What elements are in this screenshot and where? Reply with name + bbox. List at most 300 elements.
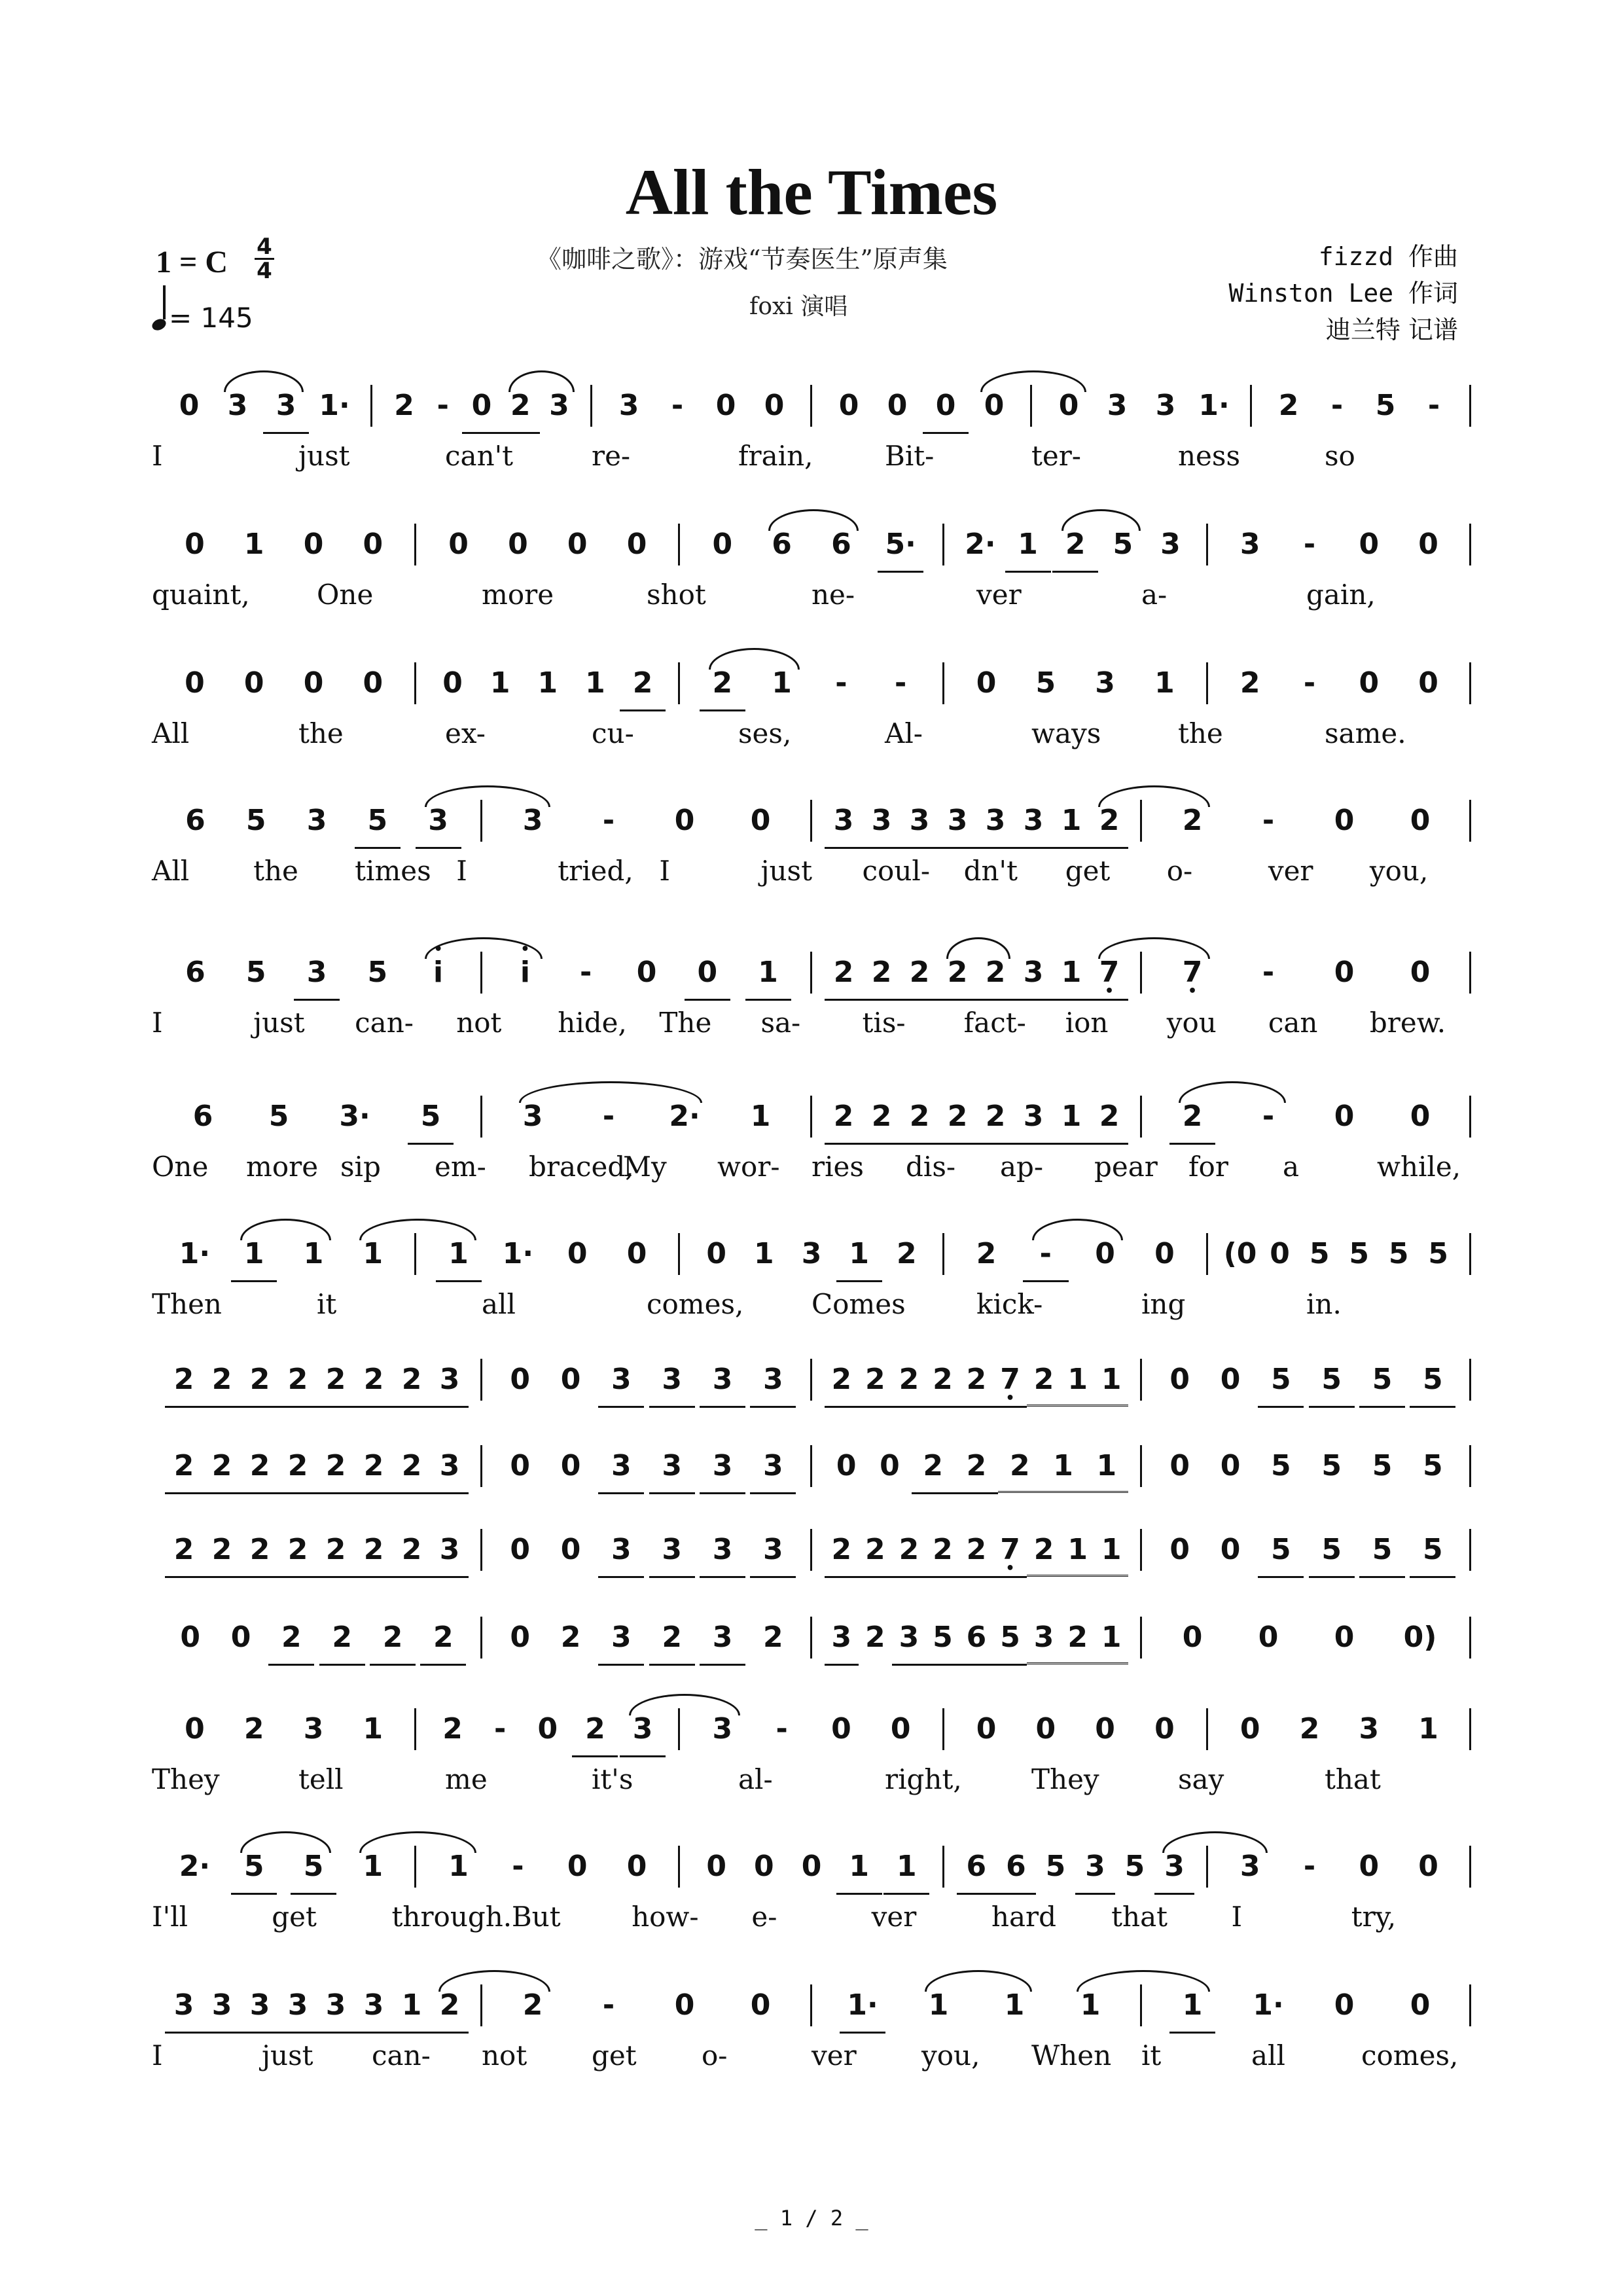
lyric-syllable: ver: [1268, 855, 1313, 887]
slur-mark: [519, 1081, 702, 1103]
note-token: 6: [831, 528, 851, 561]
lyric-syllable: sa-: [760, 1007, 801, 1039]
lyric-syllable: I: [456, 855, 467, 887]
lyric-syllable: ways: [1031, 717, 1101, 749]
note-token: -: [776, 1712, 788, 1746]
lyric-syllable: get: [592, 2039, 637, 2072]
bar-line: [1140, 1359, 1142, 1401]
note-token: 7 •: [993, 1524, 1027, 1578]
lyric-syllable: me: [445, 1763, 488, 1795]
page-number: _ 1 / 2 _: [755, 2206, 868, 2231]
note-token: 5: [1113, 528, 1133, 561]
note-token: 0: [712, 528, 733, 561]
lyric-syllable: gain,: [1306, 579, 1376, 611]
note-token: 0: [801, 1850, 822, 1883]
lyric-syllable: ter-: [1031, 440, 1082, 472]
note-token: 5: [1271, 1449, 1291, 1482]
note-token: 0: [636, 956, 657, 989]
lyric-syllable: it: [1141, 2039, 1162, 2072]
note-token: 3: [303, 1712, 324, 1746]
lyric-syllable: for: [1188, 1151, 1228, 1183]
note-token: 2: [1027, 1524, 1061, 1577]
lyric-syllable: more: [482, 579, 554, 611]
note-token: 1: [231, 1228, 277, 1282]
note-token: 0: [560, 1363, 581, 1396]
note-token: 0: [1169, 1363, 1190, 1396]
note-token: 2: [1027, 1354, 1061, 1407]
note-token: 2: [317, 1354, 355, 1408]
lyric-syllable: All: [152, 717, 190, 749]
lyrics-line: [152, 1763, 1471, 1800]
lyrics-line: [152, 855, 1471, 891]
lyric-syllable: tell: [298, 1763, 344, 1795]
bar-line: [810, 1096, 812, 1138]
bar-line: [480, 1617, 482, 1659]
lyric-syllable: I'll: [152, 1901, 188, 1933]
slur-mark: [359, 1831, 476, 1853]
note-token: 5: [993, 1611, 1027, 1666]
lyrics-line: [152, 1007, 1471, 1043]
note-token: 0: [626, 528, 647, 561]
bar-line: [414, 662, 416, 704]
note-token: 0: [1334, 804, 1355, 837]
note-token: 0: [1334, 1100, 1355, 1133]
note-token: 3: [1027, 1611, 1061, 1664]
score-row: [152, 946, 1471, 1045]
note-token: 0: [1334, 1988, 1355, 2022]
note-token: 3: [1014, 1090, 1052, 1145]
note-token: 0: [836, 1449, 857, 1482]
lyrics-line: [152, 717, 1471, 754]
note-token: 1: [585, 666, 605, 700]
note-token: 1: [448, 1850, 469, 1883]
bar-line: [942, 662, 944, 704]
lyric-syllable: They: [152, 1763, 220, 1795]
note-token: 1·: [840, 1979, 885, 2034]
bar-line: [1469, 1846, 1471, 1888]
lyric-syllable: They: [1031, 1763, 1099, 1795]
lyric-syllable: that: [1325, 1763, 1381, 1795]
note-token: 2: [926, 1354, 960, 1408]
lyric-syllable: e-: [751, 1901, 777, 1933]
note-token: 2: [560, 1621, 581, 1654]
note-token: 3: [227, 389, 248, 422]
note-token: 1: [772, 666, 792, 700]
note-token: 7 •: [1169, 946, 1215, 999]
singer-credit: foxi 演唱: [749, 293, 848, 320]
lyric-syllable: right,: [885, 1763, 962, 1795]
note-token: 2: [959, 1524, 993, 1578]
slur-mark: [224, 370, 304, 392]
note-token: 3: [649, 1354, 695, 1408]
note-token: 3: [1107, 389, 1128, 422]
bar-line: [1469, 1617, 1471, 1659]
lyric-syllable: I: [1231, 1901, 1243, 1933]
lyric-syllable: ver: [871, 1901, 917, 1933]
note-token: 0: [1270, 1237, 1290, 1270]
lyric-syllable: you,: [921, 2039, 980, 2072]
note-token: 1: [1005, 518, 1051, 573]
lyrics-line: [152, 2039, 1471, 2076]
note-stem: [163, 285, 166, 319]
note-token: -: [494, 1712, 507, 1746]
note-token: 2: [393, 1354, 431, 1408]
note-token: 2: [1090, 1090, 1128, 1145]
score-row: [152, 1703, 1471, 1801]
note-token: 3: [700, 1611, 745, 1666]
note-token: 3: [1014, 795, 1052, 849]
note-token: 3: [522, 1100, 543, 1133]
lyric-syllable: dn't: [963, 855, 1018, 887]
note-token: 1: [1061, 1524, 1095, 1577]
note-token: 2: [355, 1354, 393, 1408]
note-token: 3: [355, 1979, 393, 2034]
lyric-syllable: it: [317, 1288, 337, 1320]
score-row: [152, 1611, 1471, 1710]
note-token: 2: [203, 1524, 241, 1578]
note-token: 2: [825, 1090, 863, 1145]
bar-line: [942, 524, 944, 565]
lyric-syllable: The: [659, 1007, 712, 1039]
lyric-syllable: just: [253, 1007, 305, 1039]
score-row: [152, 1524, 1471, 1622]
note-token: 0: [831, 1712, 851, 1746]
note-token: 0: [510, 1363, 530, 1396]
note-token: 2: [938, 946, 976, 1001]
note-token: 5: [1309, 1237, 1330, 1270]
note-token: 2: [763, 1621, 783, 1654]
note-token: 3: [522, 804, 543, 837]
lyric-syllable: re-: [592, 440, 631, 472]
bar-line: [1250, 385, 1252, 427]
slur-mark: [980, 370, 1086, 392]
note-token: 2: [912, 1440, 955, 1494]
note-token: -: [512, 1850, 524, 1883]
bar-line: [480, 1359, 482, 1401]
note-token: 3: [750, 1524, 796, 1578]
slur-mark: [1098, 785, 1210, 807]
lyric-syllable: more: [246, 1151, 319, 1183]
album-subtitle: 《咖啡之歌》：游戏“节奏医生”原声集: [537, 245, 948, 274]
notation-line: [152, 946, 1471, 1005]
notation-line: [152, 795, 1471, 853]
note-token: 2: [649, 1611, 695, 1666]
note-token: (0: [1223, 1237, 1257, 1270]
bar-line: [810, 1359, 812, 1401]
note-token: 2: [1061, 1611, 1095, 1664]
lyric-syllable: the: [1178, 717, 1223, 749]
note-token: -: [437, 389, 449, 422]
bar-line: [942, 1233, 944, 1275]
note-token: 3: [712, 1712, 733, 1746]
note-token: 1: [436, 1228, 482, 1282]
note-token: 3: [825, 1611, 859, 1666]
note-token: 2: [892, 1354, 926, 1408]
note-token: 3: [416, 795, 461, 849]
lyric-syllable: all: [1251, 2039, 1285, 2072]
bar-line: [1140, 1445, 1142, 1487]
note-token: 0: [1418, 1850, 1438, 1883]
lyric-syllable: same.: [1325, 717, 1406, 749]
note-token: 5: [231, 1840, 277, 1895]
note-token: 3: [317, 1979, 355, 2034]
note-token: 2: [1182, 804, 1203, 837]
note-token: 2: [279, 1354, 317, 1408]
note-token: 0: [626, 1237, 647, 1270]
note-token: 0: [1334, 1621, 1355, 1654]
note-token: 3: [598, 1524, 644, 1578]
note-token: 3: [1240, 1850, 1260, 1883]
note-token: 1: [1080, 1988, 1101, 2022]
note-token: 2: [203, 1440, 241, 1494]
note-token: 0: [230, 1621, 251, 1654]
bar-line: [1206, 1708, 1208, 1750]
note-token: 6: [959, 1611, 993, 1666]
note-token: 2: [938, 1090, 976, 1145]
note-token: 1: [750, 1100, 771, 1133]
note-token: 0: [1220, 1363, 1241, 1396]
note-token: 5: [245, 956, 266, 989]
note-token: 5: [1428, 1237, 1449, 1270]
lyric-syllable: wor-: [717, 1151, 780, 1183]
note-token: 2·: [179, 1850, 211, 1883]
note-token: 0: [984, 389, 1005, 422]
notation-line: [152, 1524, 1471, 1583]
note-token: 5: [1124, 1850, 1145, 1883]
bar-line: [480, 1096, 482, 1138]
note-token: 3: [1240, 528, 1260, 561]
bar-line: [1469, 1984, 1471, 2026]
note-token: 1·: [319, 389, 350, 422]
note-token: 2: [165, 1440, 203, 1494]
note-token: 3: [1075, 1840, 1115, 1895]
note-token: 0: [567, 528, 588, 561]
note-token: 0: [537, 1712, 558, 1746]
note-token: 0: [179, 389, 200, 422]
note-token: 0: [363, 666, 383, 700]
note-token: 5: [1035, 666, 1056, 700]
lyric-syllable: dis-: [906, 1151, 956, 1183]
note-token: 2: [1278, 389, 1299, 422]
lyric-syllable: just: [298, 440, 350, 472]
bar-line: [678, 662, 680, 704]
lyric-syllable: sip: [340, 1151, 381, 1183]
note-token: 5: [1410, 1354, 1455, 1408]
lyric-syllable: get: [1065, 855, 1111, 887]
bar-line: [480, 1529, 482, 1571]
lyric-syllable: just: [760, 855, 812, 887]
note-token: 1: [1052, 946, 1090, 1001]
note-token: 2: [355, 1524, 393, 1578]
note-token: 3: [1154, 1840, 1194, 1895]
slur-mark: [1061, 509, 1141, 531]
note-token: -: [1330, 389, 1344, 422]
bar-line: [1206, 1233, 1208, 1275]
bar-line: [1469, 1233, 1471, 1275]
lyric-syllable: ness: [1178, 440, 1241, 472]
note-token: 3: [1160, 528, 1181, 561]
lyric-syllable: how-: [632, 1901, 699, 1933]
note-token: 0: [185, 1712, 205, 1746]
note-token: -: [602, 1100, 615, 1133]
note-token: 2: [355, 1440, 393, 1494]
bar-line: [1206, 524, 1208, 565]
note-token: 0: [674, 1988, 695, 2022]
lyric-syllable: frain,: [738, 440, 813, 472]
note-token: 3: [165, 1979, 203, 2034]
note-token: 2: [1169, 1090, 1215, 1145]
note-token: 3: [598, 1440, 644, 1494]
note-token: 1: [754, 1237, 774, 1270]
lyric-syllable: I: [152, 440, 163, 472]
note-token: 0: [754, 1850, 774, 1883]
note-token: 1: [1094, 1611, 1128, 1664]
note-token: 2·: [965, 528, 996, 561]
note-token: 0: [706, 1850, 727, 1883]
note-token: 2: [863, 946, 901, 1001]
time-signature: [253, 236, 276, 282]
note-token: 1: [745, 946, 791, 1001]
slur-mark: [240, 1831, 331, 1853]
note-token: -: [1262, 804, 1275, 837]
note-token: 0: [1240, 1712, 1260, 1746]
note-token: 5: [1045, 1850, 1066, 1883]
note-token: 2: [203, 1354, 241, 1408]
note-token: 0: [1410, 1100, 1431, 1133]
lyrics-line: [152, 440, 1471, 476]
note-token: 2: [241, 1524, 279, 1578]
note-token: 6: [772, 528, 792, 561]
lyric-syllable: a-: [1141, 579, 1168, 611]
note-token: 0: [510, 1621, 530, 1654]
note-token: -: [1303, 666, 1316, 700]
note-token: 5: [1372, 1449, 1393, 1482]
lyric-syllable: fact-: [963, 1007, 1026, 1039]
note-token: 1: [363, 1850, 383, 1883]
score-row: [152, 1228, 1471, 1326]
note-token: 1: [1085, 1440, 1128, 1493]
bar-line: [678, 1846, 680, 1888]
slur-mark: [359, 1219, 476, 1240]
note-token: 0: [715, 389, 736, 422]
note-token: 2: [241, 1354, 279, 1408]
note-token: 1: [1041, 1440, 1084, 1493]
bar-line: [1206, 662, 1208, 704]
notation-line: [152, 1840, 1471, 1899]
note-token: 0: [1035, 1712, 1056, 1746]
note-token: 1: [363, 1712, 383, 1746]
note-token: -: [1262, 1100, 1275, 1133]
note-token: 1·: [502, 1237, 534, 1270]
note-token: 0: [510, 1533, 530, 1566]
note-token: 0: [303, 666, 324, 700]
lyric-syllable: not: [482, 2039, 527, 2072]
lyric-syllable: When: [1031, 2039, 1112, 2072]
lyric-syllable: while,: [1377, 1151, 1461, 1183]
bar-line: [590, 385, 592, 427]
note-token: 1: [363, 1237, 383, 1270]
lyric-syllable: ver: [812, 2039, 857, 2072]
note-token: 3: [241, 1979, 279, 2034]
note-token: 0: [626, 1850, 647, 1883]
note-token: 0: [560, 1449, 581, 1482]
note-token: 2: [892, 1524, 926, 1578]
lyric-syllable: One: [317, 579, 374, 611]
bar-line: [370, 385, 372, 427]
note-token: 2: [825, 1524, 859, 1578]
lyric-syllable: can: [1268, 1007, 1318, 1039]
bar-line: [480, 1445, 482, 1487]
lyric-syllable: say: [1178, 1763, 1224, 1795]
note-token: 3: [279, 1979, 317, 2034]
note-token: 0: [510, 1449, 530, 1482]
lyric-syllable: All: [152, 855, 190, 887]
lyric-syllable: hard: [991, 1901, 1056, 1933]
note-token: 3: [306, 804, 327, 837]
lyric-syllable: get: [272, 1901, 317, 1933]
lyric-syllable: you: [1166, 1007, 1217, 1039]
note-token: 3·: [339, 1100, 370, 1133]
note-token: 3: [431, 1524, 469, 1578]
note-token: 3: [892, 1611, 926, 1666]
note-token: 1: [1052, 795, 1090, 849]
lyric-syllable: you,: [1369, 855, 1429, 887]
lyric-syllable: shot: [647, 579, 706, 611]
note-token: 5: [1321, 1449, 1342, 1482]
note-token: 0: [1359, 1850, 1380, 1883]
score-row: [152, 657, 1471, 755]
lyric-syllable: cu-: [592, 717, 634, 749]
slur-mark: [425, 785, 550, 807]
score-row: [152, 1979, 1471, 2077]
note-token: 2: [1090, 795, 1128, 849]
credits: [1228, 238, 1458, 348]
note-token: 2: [393, 1440, 431, 1494]
notation-line: [152, 1354, 1471, 1412]
note-token: 1: [1154, 666, 1175, 700]
lyric-syllable: just: [262, 2039, 313, 2072]
lyric-syllable: can-: [372, 2039, 431, 2072]
notation-line: [152, 1979, 1471, 2038]
note-token: 0): [1403, 1621, 1437, 1654]
bar-line: [1469, 1359, 1471, 1401]
slur-mark: [768, 509, 859, 531]
note-token: 2: [522, 1988, 543, 2022]
note-token: 5: [1309, 1524, 1355, 1578]
note-token: 0: [560, 1533, 581, 1566]
note-token: 1: [393, 1979, 431, 2034]
note-token: 1: [928, 1988, 949, 2022]
note-token: 7 •: [1090, 946, 1128, 1001]
note-token: 0: [243, 666, 264, 700]
page-number-text: 1 / 2: [779, 2206, 844, 2231]
note-token: 3: [618, 389, 639, 422]
lyric-syllable: My: [623, 1151, 667, 1183]
note-token: 0: [1220, 1449, 1241, 1482]
note-token: 1: [1094, 1524, 1128, 1577]
note-token: 0: [185, 666, 205, 700]
note-token: 2: [572, 1703, 618, 1757]
bar-line: [1140, 1617, 1142, 1659]
note-token: -: [602, 1988, 615, 2022]
note-token: 2: [370, 1611, 416, 1666]
lyrics-line: [152, 1151, 1471, 1187]
lyric-syllable: quaint,: [152, 579, 250, 611]
lyric-syllable: try,: [1351, 1901, 1397, 1933]
note-token: 0: [764, 389, 785, 422]
note-token: 0: [1418, 666, 1438, 700]
note-token: 1: [836, 1228, 882, 1282]
